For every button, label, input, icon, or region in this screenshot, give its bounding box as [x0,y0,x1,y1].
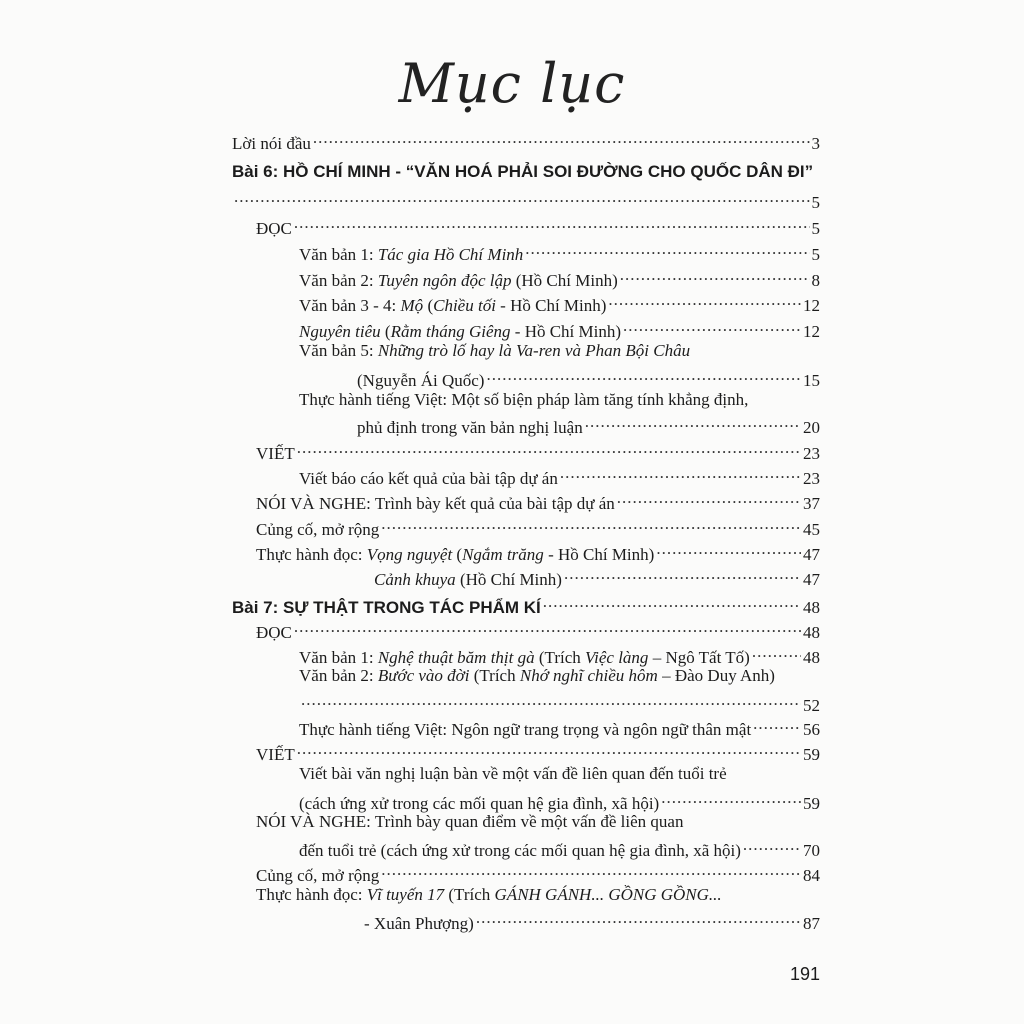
toc-entry[interactable]: VIẾT ..... 59 [256,738,820,766]
toc-entry[interactable]: Củng cố, mở rộng ..... 45 [256,513,820,541]
dot-leader [585,411,801,433]
dot-leader [486,364,801,386]
toc-entry[interactable]: NÓI VÀ NGHE: Trình bày kết quả của bài tập dự án ..... 37 [256,487,820,515]
toc-page-number: 52 [803,696,820,715]
toc-page-number: 45 [803,520,820,539]
dot-leader [608,289,801,311]
toc-page-number: 37 [803,494,820,513]
toc-entry[interactable]: Lời nói đầu ..... 3 [232,127,820,155]
toc-page-number: 8 [811,271,820,290]
toc-page-number: 12 [803,322,820,341]
dot-leader [294,616,801,638]
toc-page-number: 20 [803,418,820,437]
dot-leader [294,212,810,234]
toc-page-number: 15 [803,371,820,390]
toc-entry-line1[interactable]: Viết bài văn nghị luận bàn về một vấn đề liên quan đến tuổi trẻ [299,764,727,783]
dot-leader [381,513,801,535]
toc-page-number: 23 [803,444,820,463]
toc-entry[interactable]: (cách ứng xử trong các mối quan hệ gia đình, xã hội) ..... 59 [299,787,820,815]
toc-entry[interactable]: phủ định trong văn bản nghị luận ..... 20 [357,411,820,439]
dot-leader [743,834,801,856]
toc-entry[interactable]: Củng cố, mở rộng ..... 84 [256,859,820,887]
toc-page-number: 56 [803,720,820,739]
toc-entry[interactable]: Văn bản 1: Tác gia Hồ Chí Minh ..... 5 [299,238,820,266]
toc-entry-line1[interactable]: NÓI VÀ NGHE: Trình bày quan điểm về một vấn đề liên quan [256,812,684,831]
dot-leader [234,186,810,208]
dot-leader [560,462,801,484]
dot-leader [543,591,801,613]
dot-leader [301,689,801,711]
toc-page-number: 48 [803,598,820,617]
toc-lesson-heading: Bài 7: SỰ THẬT TRONG TÁC PHẨM KÍ [232,598,541,617]
toc-page-number: 47 [803,570,820,589]
dot-leader [525,238,809,260]
toc-entry[interactable]: Viết báo cáo kết quả của bài tập dự án ..... 23 [299,462,820,490]
toc-entry[interactable]: (Nguyễn Ái Quốc) ..... 15 [357,364,820,392]
dot-leader [753,713,801,735]
toc-entry[interactable]: - Xuân Phượng) ..... 87 [364,907,820,935]
toc-entry[interactable]: Thực hành tiếng Việt: Ngôn ngữ trang trọng và ngôn ngữ thân mật ..... 56 [299,713,820,741]
toc-entry[interactable] [232,591,820,619]
dot-leader [313,127,810,149]
toc-entry-line1[interactable]: Thực hành tiếng Việt: Một số biện pháp làm tăng tính khẳng định, [299,390,749,409]
toc-entry[interactable]: Thực hành đọc: Vọng nguyệt (Ngắm trăng - Hồ Chí Minh) ..... 47 [256,538,820,566]
toc-entry[interactable]: Nguyên tiêu (Rằm tháng Giêng - Hồ Chí Minh) ..... 12 [299,315,820,343]
toc-entry[interactable]: VIẾT ..... 23 [256,437,820,465]
toc-page-number: 23 [803,469,820,488]
dot-leader [564,563,801,585]
toc-entry-line1[interactable]: Văn bản 2: Bước vào đời (Trích Nhớ nghĩ chiều hôm – Đào Duy Anh) [299,666,775,685]
toc-entry[interactable]: Văn bản 2: Tuyên ngôn độc lập (Hồ Chí Minh) ..... 8 [299,264,820,292]
toc-page-number: 48 [803,648,820,667]
page-number: 191 [789,964,820,984]
dot-leader [752,641,801,663]
toc-entry[interactable]: Cảnh khuya (Hồ Chí Minh) ..... 47 [374,563,820,591]
dot-leader [476,907,801,929]
toc-entry[interactable]: ĐỌC ..... 5 [256,212,820,240]
toc-entry-line1[interactable]: Thực hành đọc: Vĩ tuyến 17 (Trích GÁNH GÁNH... GỒNG GỒNG... [256,885,722,904]
dot-leader [623,315,801,337]
toc-lesson-heading[interactable]: Bài 6: HỒ CHÍ MINH - “VĂN HOÁ PHẢI SOI ĐƯỜNG CHO QUỐC DÂN ĐI” [232,162,814,181]
toc-page-number: 47 [803,545,820,564]
dot-leader [381,859,801,881]
toc-page-number: 3 [811,134,820,153]
page-title: Mục lục [398,52,626,115]
toc-page-number: 59 [803,745,820,764]
dot-leader [297,437,801,459]
dot-leader [656,538,801,560]
toc-page-number: 48 [803,623,820,642]
dot-leader [297,738,801,760]
toc-entry[interactable]: Văn bản 1: Nghệ thuật băm thịt gà (Trích Việc làng – Ngô Tất Tố) ..... 48 [299,641,820,669]
toc-page-number: 59 [803,794,820,813]
toc-page-number: 87 [803,914,820,933]
toc-page-number: 5 [811,193,820,212]
toc-page-number: 5 [811,219,820,238]
toc-page-number: 12 [803,296,820,315]
dot-leader [620,264,810,286]
toc-entry[interactable]: Văn bản 3 - 4: Mộ (Chiều tối - Hồ Chí Minh) ..... 12 [299,289,820,317]
toc-entry [232,186,820,214]
toc-page-number: 5 [811,245,820,264]
dot-leader [617,487,801,509]
toc-page-number: 84 [803,866,820,885]
toc-entry[interactable]: ĐỌC ..... 48 [256,616,820,644]
toc-page-number: 70 [803,841,820,860]
dot-leader [661,787,801,809]
toc-entry[interactable]: đến tuổi trẻ (cách ứng xử trong các mối quan hệ gia đình, xã hội) ..... 70 [299,834,820,862]
toc-entry-line1[interactable]: Văn bản 5: Những trò lố hay là Va-ren và Phan Bội Châu [299,341,691,360]
